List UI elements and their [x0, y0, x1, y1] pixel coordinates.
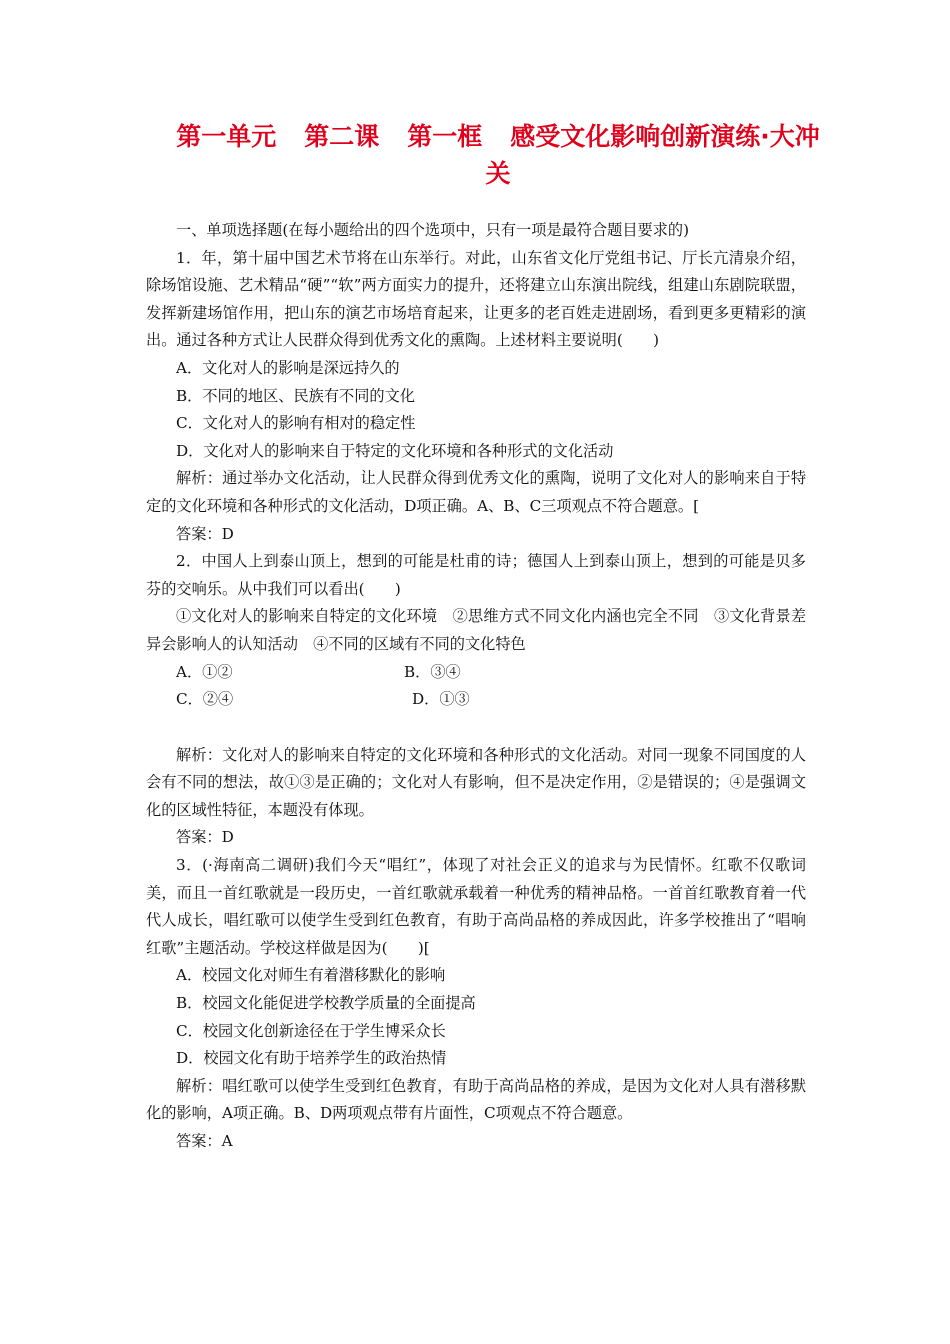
q2-analysis: 解析：文化对人的影响来自特定的文化环境和各种形式的文化活动。对同一现象不同国度的人会有不同的想法，故①③是正确的；文化对人有影响，但不是决定作用，②是错误的；④是强调文化的区域性特征，本题没有体现。 — [146, 745, 806, 819]
q1-option-a: A．文化对人的影响是深远持久的 — [176, 358, 400, 377]
q2-option-a: A．①② — [176, 662, 233, 681]
document-title — [146, 118, 850, 192]
title-topic: 感受文化影响创新演练·大冲 — [510, 122, 820, 151]
q2-options-row-2 — [146, 686, 806, 714]
q2-option-d: D．①③ — [412, 690, 470, 709]
section-heading: 一、单项选择题(在每小题给出的四个选项中，只有一项是最符合题目要求的) — [176, 221, 690, 239]
title-unit: 第一单元 — [176, 122, 277, 151]
title-lesson: 第二课 — [304, 122, 380, 151]
title-line-1 — [146, 118, 850, 155]
title-frame: 第一框 — [407, 122, 483, 151]
q1-option-d: D．文化对人的影响来自于特定的文化环境和各种形式的文化活动 — [176, 441, 614, 460]
q3-option-c: C．校园文化创新途径在于学生博采众长 — [176, 1021, 446, 1040]
q3-option-a: A．校园文化对师生有着潜移默化的影响 — [176, 966, 446, 985]
q3-option-d: D．校园文化有助于培养学生的政治热情 — [176, 1049, 447, 1068]
title-line-2: 关 — [485, 159, 511, 188]
q3-answer: 答案：A — [176, 1132, 233, 1150]
spacer — [146, 714, 806, 742]
q1-analysis: 解析：通过举办文化活动，让人民群众得到优秀文化的熏陶，说明了文化对人的影响来自于特定的文化环境和各种形式的文化活动，D项正确。A、B、C三项观点不符合题意。[ — [146, 469, 806, 515]
q2-option-b: B．③④ — [404, 662, 461, 681]
q3-option-b: B．校园文化能促进学校教学质量的全面提高 — [176, 994, 476, 1013]
q3-stem: 3．(·海南高二调研)我们今天“唱红”，体现了对社会正义的追求与为民情怀。红歌不仅歌词美，而且一首红歌就是一段历史，一首红歌就承载着一种优秀的精神品格。一首首红歌教育着一代代人成长，唱红歌可以使学生受到红色教育，有助于高尚品格的养成因此，许多学校推出了“唱响红歌”主题活动。学校这样做是因为( )[ — [146, 856, 806, 957]
q1-option-c: C．文化对人的影响有相对的稳定性 — [176, 414, 416, 433]
q2-options-row-1 — [146, 659, 806, 687]
q2-answer: 答案：D — [176, 828, 234, 847]
document-body — [146, 217, 806, 1156]
q3-analysis: 解析：唱红歌可以使学生受到红色教育，有助于高尚品格的养成，是因为文化对人具有潜移默化的影响，A项正确。B、D两项观点带有片面性，C项观点不符合题意。 — [146, 1076, 806, 1123]
q1-option-b: B．不同的地区、民族有不同的文化 — [176, 386, 415, 405]
q2-option-c: C．②④ — [176, 690, 234, 709]
q2-items: ①文化对人的影响来自特定的文化环境 ②思维方式不同文化内涵也完全不同 ③文化背景差异会影响人的认知活动 ④不同的区域有不同的文化特色 — [146, 607, 806, 653]
q2-stem: 2．中国人上到泰山顶上，想到的可能是杜甫的诗；德国人上到泰山顶上，想到的可能是贝多芬的交响乐。从中我们可以看出( ) — [146, 552, 806, 598]
q1-stem: 1．年，第十届中国艺术节将在山东举行。对此，山东省文化厅党组书记、厅长亢清泉介绍，除场馆设施、艺术精品“硬”“软”两方面实力的提升，还将建立山东演出院线，组建山东剧院联盟，发挥新建场馆作用，把山东的演艺市场培育起来，让更多的老百姓走进剧场，看到更多更精彩的演出。通过各种方式让人民群众得到优秀文化的熏陶。上述材料主要说明( ) — [146, 248, 806, 350]
q1-answer: 答案：D — [176, 524, 234, 543]
